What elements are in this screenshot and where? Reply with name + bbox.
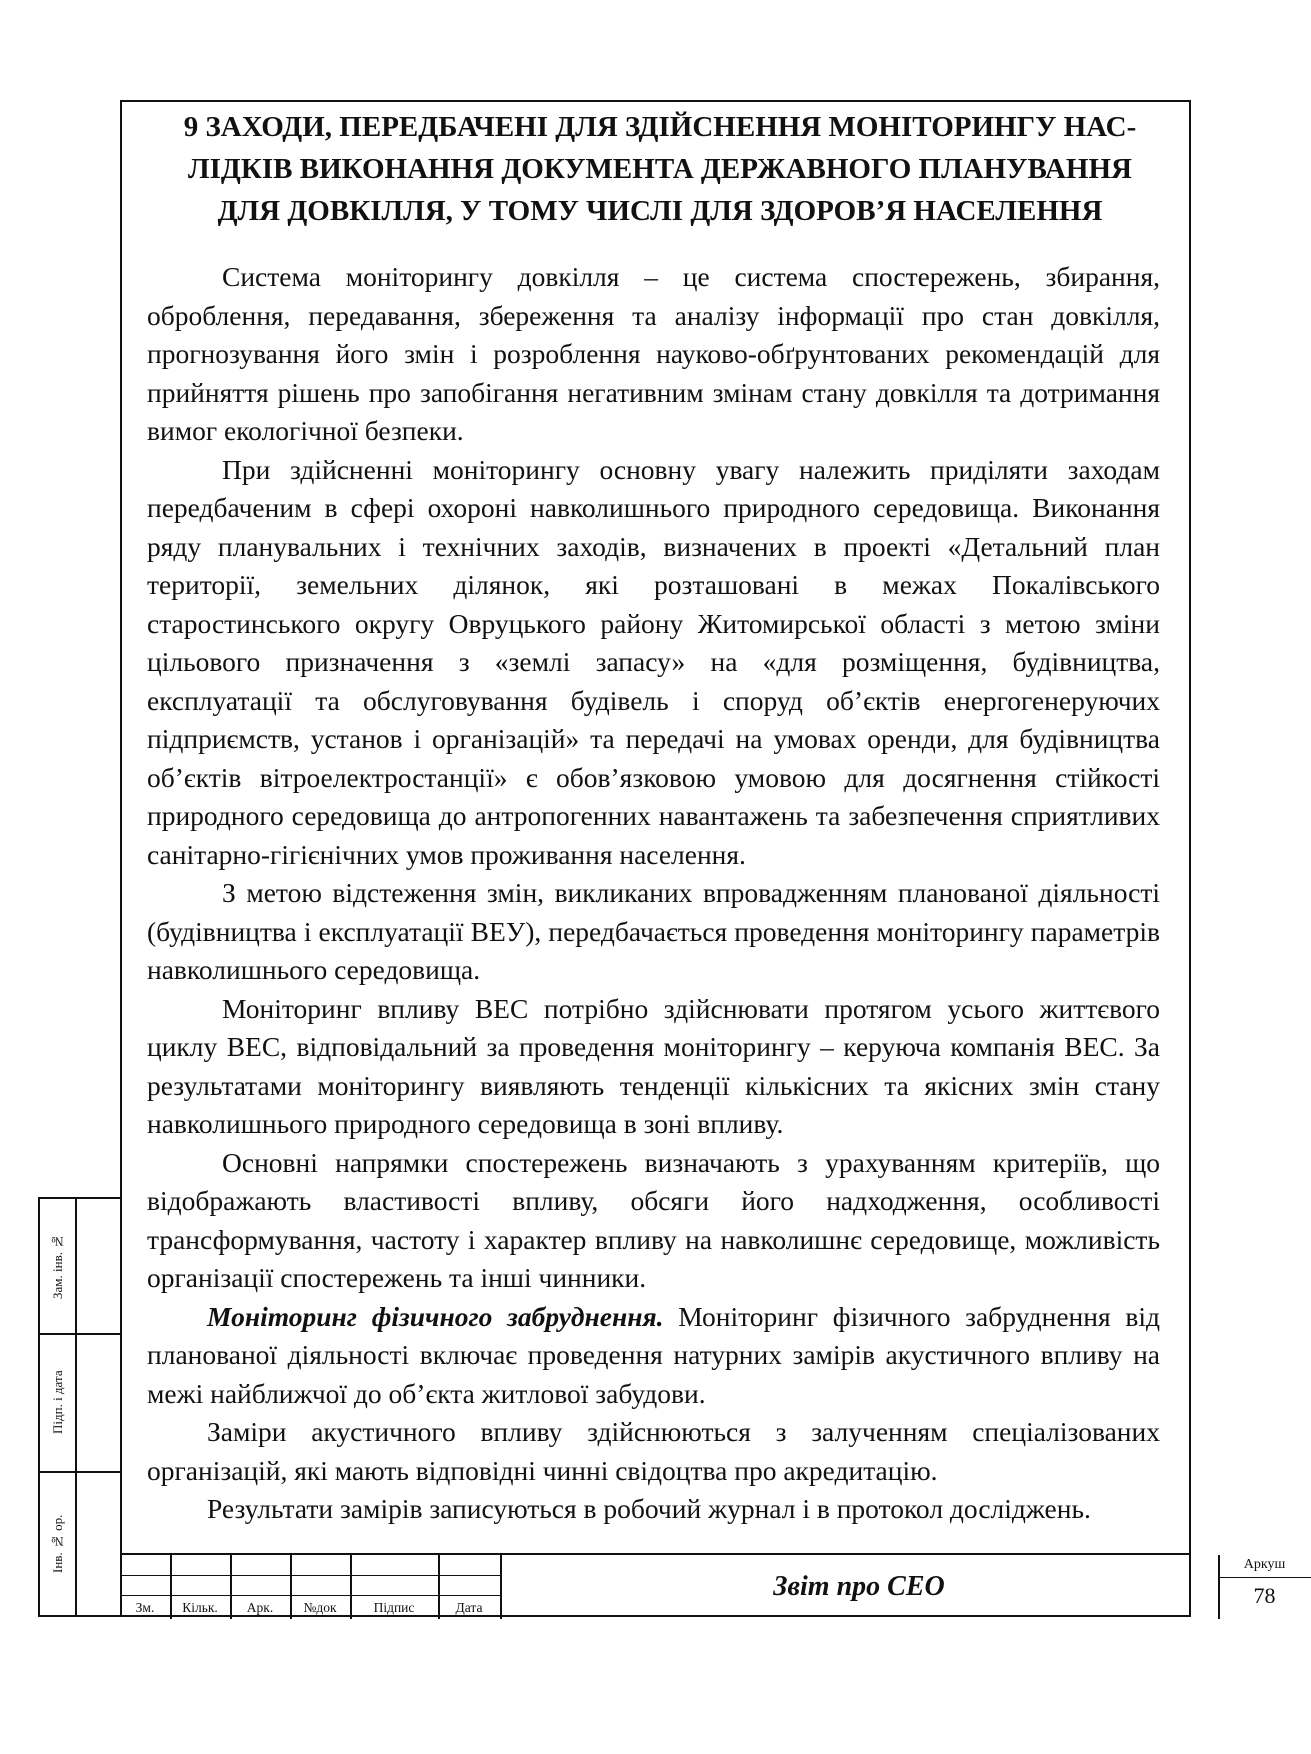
paragraph-rest: Моніторинг фізичного забруднення від планованої діяльності включає проведення натурних замірів акустичного впливу на межі найближчої до об’єкта житлової забудови. xyxy=(147,1300,1160,1409)
title-block xyxy=(120,1553,1286,1617)
margin-strip xyxy=(38,1197,120,1617)
divider xyxy=(120,1595,500,1596)
replacement-inventory-label: Зам. інв. № xyxy=(50,1233,65,1299)
heading-line: ДЛЯ ДОВКІЛЛЯ, У ТОМУ ЧИСЛІ ДЛЯ ЗДОРОВ’Я НАСЕЛЕННЯ xyxy=(217,195,1103,227)
heading-line: 9 ЗАХОДИ, ПЕРЕДБАЧЕНІ ДЛЯ ЗДІЙСНЕННЯ МОНІТОРИНГУ НАС- xyxy=(183,111,1137,143)
col-quantity-label: Кільк. xyxy=(182,1600,218,1615)
col-sheet-label: Арк. xyxy=(246,1600,274,1615)
divider xyxy=(75,1199,77,1615)
paragraph-bold-lead: Моніторинг фізичного забруднення. xyxy=(207,1300,664,1332)
paragraph: Система моніторингу довкілля – це система спостережень, збирання, оброблення, передавання, збереження та аналізу інформації про стан довкілля, прогнозування його змін і розроблення науково-обґрунтованих рекомендацій для прийняття рішень про запобігання негативним змінам стану довкілля та дотримання вимог екологічної безпеки. xyxy=(147,261,1160,446)
paragraph xyxy=(147,1298,1160,1414)
original-inventory-label: Інв. № ор. xyxy=(50,1514,65,1574)
col-signature-label: Підпис xyxy=(373,1600,415,1615)
section-heading xyxy=(140,106,1180,232)
col-date-label: Дата xyxy=(455,1600,483,1615)
col-docnum-label: №док xyxy=(303,1600,337,1615)
divider xyxy=(120,1575,500,1576)
sheet-number: 78 xyxy=(1253,1583,1276,1608)
paragraph: Результати замірів записуються в робочий журнал і в протокол досліджень. xyxy=(207,1493,1091,1524)
paragraph: При здійсненні моніторингу основну увагу належить приділяти заходам передбаченим в сфері охороні навколишнього природного середовища. Виконання ряду планувальних і технічних заходів, визначених в проекті «Детальний план території, земельних ділянок, які розташовані в межах Покалівського старостинського округу Овруцького району Житомирської області з метою зміни цільового призначення з «землі запасу» на «для розміщення, будівництва, експлуатації та обслуговування будівель і споруд об’єктів енергогенеруючих підприємств, установ і організацій» та передачі на умовах оренди, для будівництва об’єктів вітроелектростанції» є обов’язковою умовою для досягнення стійкості природного середовища до антропогенних навантажень та забезпечення сприятливих санітарно-гігієнічних умов проживання населення. xyxy=(147,453,1160,870)
heading-line: ЛІДКІВ ВИКОНАННЯ ДОКУМЕНТА ДЕРЖАВНОГО ПЛАНУВАННЯ xyxy=(188,153,1132,185)
divider xyxy=(1218,1577,1311,1578)
paragraph: Заміри акустичного впливу здійснюються з залученням спеціалізованих організацій, які мають відповідні чинні свідоцтва про акредитацію. xyxy=(147,1416,1160,1486)
paragraph: Моніторинг впливу ВЕС потрібно здійснювати протягом усього життєвого циклу ВЕС, відповідальний за проведення моніторингу – керуюча компанія ВЕС. За результатами моніторингу виявляють тенденції кількісних та якісних змін стану навколишнього природного середовища в зоні впливу. xyxy=(147,992,1160,1139)
col-change-label: Зм. xyxy=(135,1600,155,1615)
document-title: Звіт про СЕО xyxy=(773,1571,945,1602)
paragraph: Основні напрямки спостережень визначають з урахуванням критеріїв, що відображають властивості впливу, обсяги його надходження, особливості трансформування, частоту і характер впливу на навколишнє середовище, можливість організації спостережень та інші чинники. xyxy=(147,1146,1160,1293)
body-text xyxy=(147,258,1160,1529)
sheet-label: Аркуш xyxy=(1243,1557,1286,1572)
signature-date-label: Підп. і дата xyxy=(50,1370,65,1434)
paragraph: З метою відстеження змін, викликаних впровадженням планованої діяльності (будівництва і експлуатації ВЕУ), передбачається проведення моніторингу параметрів навколишнього середовища. xyxy=(147,877,1160,985)
